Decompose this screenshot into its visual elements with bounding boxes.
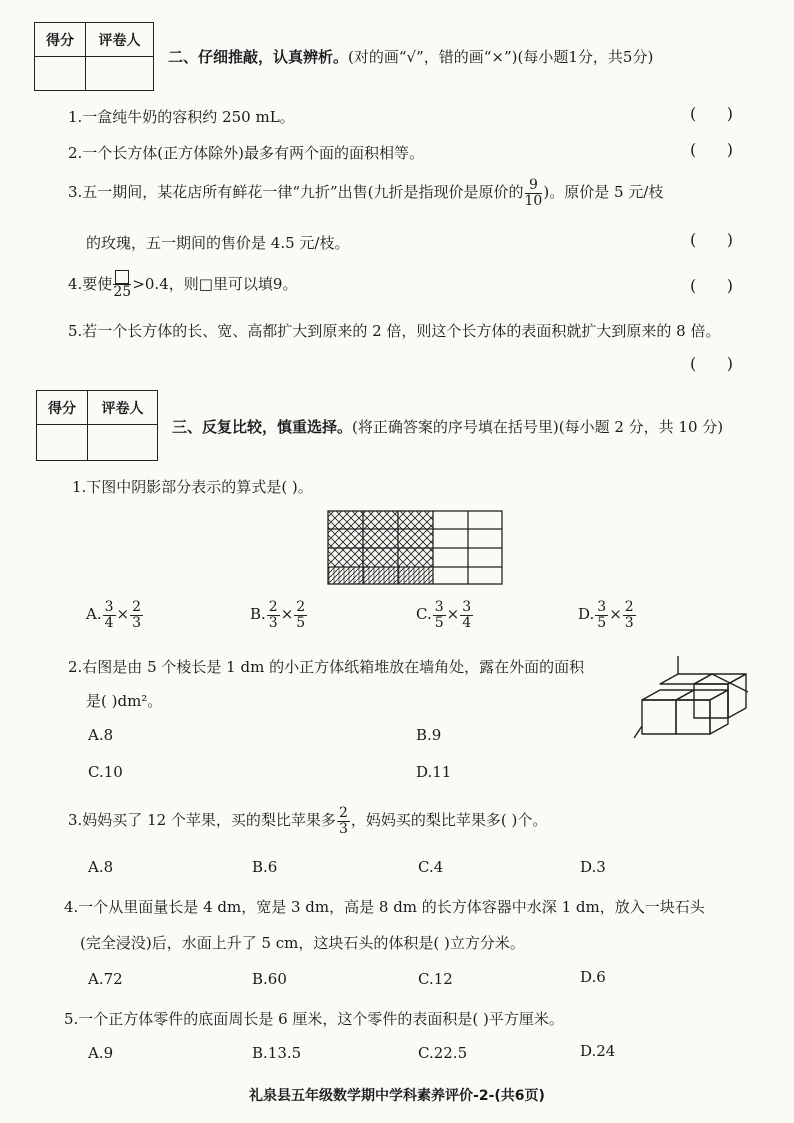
s2-question-2: 2.一个长方体(正方体除外)最多有两个面的面积相等。 <box>68 144 425 162</box>
option-label: D. <box>578 605 595 624</box>
grader-cell[interactable] <box>88 425 158 461</box>
s3-q2-option-a[interactable]: A.8 <box>88 726 114 744</box>
s3-q3-option-b[interactable]: B.6 <box>252 858 278 876</box>
section3-heading <box>172 416 723 437</box>
numerator: 2 <box>268 599 278 615</box>
s3-q3-option-c[interactable]: C.4 <box>418 858 444 876</box>
s2-q3-text-b: )。原价是 5 元/枝 <box>543 183 664 202</box>
section2-instructions: (对的画“√”，错的画“×”)(每小题1分，共5分) <box>348 48 654 66</box>
s3-q4-option-d[interactable]: D.6 <box>580 968 606 986</box>
s3-question-3 <box>68 806 547 836</box>
denominator: 3 <box>338 820 348 837</box>
s3-q2-option-d[interactable]: D.11 <box>416 763 452 781</box>
s2-answer-1[interactable]: ( ) <box>690 104 733 123</box>
fraction <box>130 600 143 630</box>
times-sign: × <box>116 605 130 624</box>
option-label: B. <box>250 605 266 624</box>
score-header: 得分 <box>37 391 88 425</box>
denominator: 25 <box>113 284 132 300</box>
section3-title: 三、反复比较，慎重选择。 <box>172 418 353 436</box>
score-cell[interactable] <box>37 425 88 461</box>
s2-question-4 <box>68 270 297 300</box>
numerator: 9 <box>525 178 543 194</box>
s3-question-2-cont: 是( )dm²。 <box>86 692 163 710</box>
fraction <box>103 600 116 630</box>
s3-q1-option-c[interactable] <box>416 600 474 630</box>
denominator: 3 <box>268 614 278 631</box>
s2-q4-text-a: 4.要使 <box>68 274 113 293</box>
numerator: 3 <box>104 599 114 615</box>
section2-title: 二、仔细推敲，认真辨析。 <box>168 48 349 66</box>
denominator: 10 <box>524 192 543 209</box>
numerator: 3 <box>597 599 607 615</box>
s3-q4-option-a[interactable]: A.72 <box>88 970 123 988</box>
s3-question-5: 5.一个正方体零件的底面周长是 6 厘米，这个零件的表面积是( )平方厘米。 <box>64 1010 564 1028</box>
s3-q1-option-a[interactable] <box>86 600 144 630</box>
s3-q2-option-c[interactable]: C.10 <box>88 763 123 781</box>
s3-q3-text-b: ，妈妈买的梨比苹果多( )个。 <box>350 811 548 830</box>
s3-q5-option-c[interactable]: C.22.5 <box>418 1044 468 1062</box>
blank-square-icon <box>115 270 129 284</box>
numerator: 2 <box>624 599 634 615</box>
denominator: 5 <box>434 614 444 631</box>
denominator: 4 <box>462 614 472 631</box>
grader-header: 评卷人 <box>86 23 154 57</box>
s3-q2-option-b[interactable]: B.9 <box>416 726 442 744</box>
denominator: 3 <box>624 614 634 631</box>
numerator-box <box>113 270 131 285</box>
s2-question-3 <box>68 178 663 208</box>
fraction <box>525 178 543 208</box>
times-sign: × <box>446 605 460 624</box>
numerator: 2 <box>338 805 348 821</box>
single-hatched-region <box>328 567 433 584</box>
fraction <box>460 600 473 630</box>
fraction <box>337 806 350 836</box>
s3-question-4-cont: (完全浸没)后，水面上升了 5 cm，这块石头的体积是( )立方分米。 <box>80 934 525 952</box>
s3-q5-option-a[interactable]: A.9 <box>88 1044 114 1062</box>
grader-header: 评卷人 <box>88 391 158 425</box>
s3-q3-option-d[interactable]: D.3 <box>580 858 606 876</box>
times-sign: × <box>609 605 622 624</box>
numerator: 3 <box>462 599 472 615</box>
s2-q3-text-a: 3.五一期间，某花店所有鲜花一律“九折”出售(九折是指现价是原价的 <box>68 183 524 202</box>
s3-q3-text-a: 3.妈妈买了 12 个苹果，买的梨比苹果多 <box>68 811 336 830</box>
shaded-grid-figure <box>327 510 503 585</box>
s3-q3-option-a[interactable]: A.8 <box>88 858 114 876</box>
fraction <box>294 600 307 630</box>
denominator: 5 <box>597 614 607 631</box>
option-label: A. <box>86 605 102 624</box>
s2-answer-4[interactable]: ( ) <box>690 276 733 295</box>
s3-question-2: 2.右图是由 5 个棱长是 1 dm 的小正方体纸箱堆放在墙角处，露在外面的面积 <box>68 658 585 676</box>
score-table-section3 <box>36 390 158 461</box>
s2-q4-text-b: >0.4，则□里可以填9。 <box>132 274 298 293</box>
s2-answer-2[interactable]: ( ) <box>690 140 733 159</box>
denominator: 5 <box>296 614 306 631</box>
numerator: 3 <box>434 599 444 615</box>
section3-instructions: (将正确答案的序号填在括号里)(每小题 2 分，共 10 分) <box>352 418 724 436</box>
page-footer: 礼泉县五年级数学期中学科素养评价-2-(共6页) <box>249 1088 545 1104</box>
grader-cell[interactable] <box>86 57 154 91</box>
denominator: 3 <box>132 614 142 631</box>
s2-question-5: 5.若一个长方体的长、宽、高都扩大到原来的 2 倍，则这个长方体的表面积就扩大到原来的 8 倍。 <box>68 322 721 340</box>
fraction <box>623 600 636 630</box>
s2-question-1: 1.一盒纯牛奶的容积约 250 mL。 <box>68 108 295 126</box>
numerator: 2 <box>296 599 306 615</box>
score-header: 得分 <box>35 23 86 57</box>
s3-q4-option-b[interactable]: B.60 <box>252 970 287 988</box>
fraction <box>595 600 608 630</box>
s3-q4-option-c[interactable]: C.12 <box>418 970 453 988</box>
times-sign: × <box>280 605 294 624</box>
cross-hatched-region <box>328 511 433 567</box>
section2-heading <box>168 46 653 67</box>
fraction <box>267 600 280 630</box>
score-cell[interactable] <box>35 57 86 91</box>
s2-answer-3[interactable]: ( ) <box>690 230 733 249</box>
numerator: 2 <box>132 599 142 615</box>
option-label: C. <box>416 605 432 624</box>
denominator: 4 <box>104 614 114 631</box>
s3-q5-option-b[interactable]: B.13.5 <box>252 1044 302 1062</box>
fraction <box>433 600 446 630</box>
score-table-section2 <box>34 22 154 91</box>
s2-answer-5[interactable]: ( ) <box>690 354 733 373</box>
s3-q5-option-d[interactable]: D.24 <box>580 1042 616 1060</box>
fraction <box>113 270 131 300</box>
s3-question-1: 1.下图中阴影部分表示的算式是( )。 <box>72 478 313 496</box>
s3-q1-option-b[interactable] <box>250 600 308 630</box>
cube-stack-figure <box>628 652 752 744</box>
s3-q1-option-d[interactable] <box>578 600 637 630</box>
s2-question-3-cont: 的玫瑰，五一期间的售价是 4.5 元/枝。 <box>86 234 350 252</box>
s3-question-4: 4.一个从里面量长是 4 dm，宽是 3 dm，高是 8 dm 的长方体容器中水深 1 dm，放入一块石头 <box>64 898 705 916</box>
